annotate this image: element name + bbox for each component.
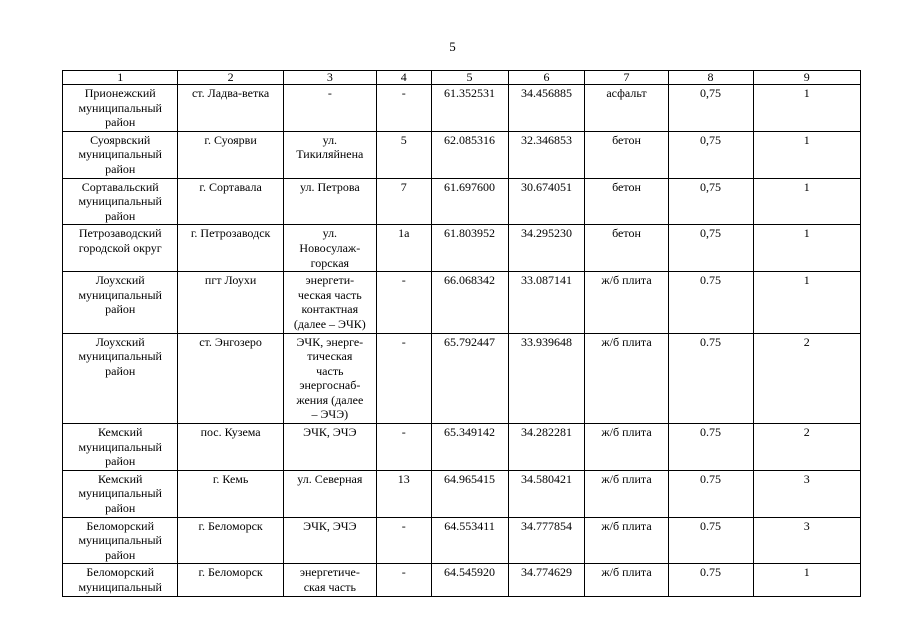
load-cell: 0.75 bbox=[668, 424, 753, 471]
surface-cell: ж/б плита bbox=[585, 333, 668, 424]
house-number-cell: - bbox=[376, 424, 431, 471]
column-header: 6 bbox=[508, 71, 585, 85]
table-row bbox=[63, 564, 861, 596]
column-header: 3 bbox=[283, 71, 376, 85]
longitude-cell: 34.580421 bbox=[508, 470, 585, 517]
table-header-row bbox=[63, 71, 861, 85]
table-row bbox=[63, 333, 861, 424]
latitude-cell: 61.697600 bbox=[431, 178, 508, 225]
table-row bbox=[63, 131, 861, 178]
longitude-cell: 33.087141 bbox=[508, 272, 585, 333]
load-cell: 0,75 bbox=[668, 225, 753, 272]
latitude-cell: 66.068342 bbox=[431, 272, 508, 333]
latitude-cell: 62.085316 bbox=[431, 131, 508, 178]
locality-cell: ст. Ладва-ветка bbox=[178, 85, 283, 132]
surface-cell: ж/б плита bbox=[585, 470, 668, 517]
longitude-cell: 33.939648 bbox=[508, 333, 585, 424]
house-number-cell: 1а bbox=[376, 225, 431, 272]
locality-cell: ст. Энгозеро bbox=[178, 333, 283, 424]
longitude-cell: 34.295230 bbox=[508, 225, 585, 272]
district-cell: Беломорский муниципальный bbox=[63, 564, 178, 596]
load-cell: 0,75 bbox=[668, 178, 753, 225]
column-header: 5 bbox=[431, 71, 508, 85]
latitude-cell: 65.792447 bbox=[431, 333, 508, 424]
column-header: 7 bbox=[585, 71, 668, 85]
latitude-cell: 61.352531 bbox=[431, 85, 508, 132]
district-cell: Сортавальский муниципальный район bbox=[63, 178, 178, 225]
district-cell: Суоярвский муниципальный район bbox=[63, 131, 178, 178]
count-cell: 1 bbox=[753, 564, 860, 596]
street-cell: ЭЧК, ЭЧЭ bbox=[283, 424, 376, 471]
district-cell: Кемский муниципальный район bbox=[63, 470, 178, 517]
load-cell: 0.75 bbox=[668, 470, 753, 517]
house-number-cell: - bbox=[376, 517, 431, 564]
house-number-cell: - bbox=[376, 85, 431, 132]
surface-cell: бетон bbox=[585, 131, 668, 178]
table-row bbox=[63, 85, 861, 132]
longitude-cell: 34.456885 bbox=[508, 85, 585, 132]
column-header: 9 bbox=[753, 71, 860, 85]
count-cell: 2 bbox=[753, 333, 860, 424]
count-cell: 3 bbox=[753, 470, 860, 517]
surface-cell: ж/б плита bbox=[585, 564, 668, 596]
street-cell: энергети- ческая часть контактная (далее – ЭЧК) bbox=[283, 272, 376, 333]
surface-cell: бетон bbox=[585, 225, 668, 272]
house-number-cell: - bbox=[376, 272, 431, 333]
surface-cell: ж/б плита bbox=[585, 424, 668, 471]
street-cell: ул. Тикиляйнена bbox=[283, 131, 376, 178]
table-row bbox=[63, 225, 861, 272]
longitude-cell: 34.282281 bbox=[508, 424, 585, 471]
table-row bbox=[63, 517, 861, 564]
load-cell: 0.75 bbox=[668, 564, 753, 596]
district-cell: Прионежский муниципальный район bbox=[63, 85, 178, 132]
count-cell: 1 bbox=[753, 131, 860, 178]
street-cell: ЭЧК, ЭЧЭ bbox=[283, 517, 376, 564]
latitude-cell: 64.545920 bbox=[431, 564, 508, 596]
count-cell: 1 bbox=[753, 85, 860, 132]
longitude-cell: 30.674051 bbox=[508, 178, 585, 225]
load-cell: 0,75 bbox=[668, 85, 753, 132]
house-number-cell: 7 bbox=[376, 178, 431, 225]
table-row bbox=[63, 272, 861, 333]
load-cell: 0.75 bbox=[668, 333, 753, 424]
count-cell: 2 bbox=[753, 424, 860, 471]
house-number-cell: - bbox=[376, 333, 431, 424]
locality-cell: пгт Лоухи bbox=[178, 272, 283, 333]
column-header: 4 bbox=[376, 71, 431, 85]
house-number-cell: 5 bbox=[376, 131, 431, 178]
locality-cell: г. Беломорск bbox=[178, 517, 283, 564]
load-cell: 0.75 bbox=[668, 272, 753, 333]
district-cell: Петрозаводский городской округ bbox=[63, 225, 178, 272]
locality-cell: г. Беломорск bbox=[178, 564, 283, 596]
longitude-cell: 34.774629 bbox=[508, 564, 585, 596]
street-cell: - bbox=[283, 85, 376, 132]
count-cell: 3 bbox=[753, 517, 860, 564]
house-number-cell: - bbox=[376, 564, 431, 596]
column-header: 2 bbox=[178, 71, 283, 85]
locality-cell: г. Суоярви bbox=[178, 131, 283, 178]
count-cell: 1 bbox=[753, 178, 860, 225]
street-cell: энергетиче- ская часть bbox=[283, 564, 376, 596]
surface-cell: асфальт bbox=[585, 85, 668, 132]
longitude-cell: 32.346853 bbox=[508, 131, 585, 178]
load-cell: 0,75 bbox=[668, 131, 753, 178]
street-cell: ЭЧК, энерге- тическая часть энергоснаб- жения (далее – ЭЧЭ) bbox=[283, 333, 376, 424]
locality-cell: г. Кемь bbox=[178, 470, 283, 517]
load-cell: 0.75 bbox=[668, 517, 753, 564]
street-cell: ул. Новосулаж- горская bbox=[283, 225, 376, 272]
street-cell: ул. Петрова bbox=[283, 178, 376, 225]
latitude-cell: 64.553411 bbox=[431, 517, 508, 564]
table-row bbox=[63, 178, 861, 225]
count-cell: 1 bbox=[753, 272, 860, 333]
latitude-cell: 64.965415 bbox=[431, 470, 508, 517]
district-cell: Лоухский муниципальный район bbox=[63, 333, 178, 424]
count-cell: 1 bbox=[753, 225, 860, 272]
column-header: 8 bbox=[668, 71, 753, 85]
data-table bbox=[62, 70, 861, 597]
table-row bbox=[63, 424, 861, 471]
district-cell: Лоухский муниципальный район bbox=[63, 272, 178, 333]
locality-cell: пос. Кузема bbox=[178, 424, 283, 471]
surface-cell: бетон bbox=[585, 178, 668, 225]
district-cell: Беломорский муниципальный район bbox=[63, 517, 178, 564]
latitude-cell: 65.349142 bbox=[431, 424, 508, 471]
locality-cell: г. Сортавала bbox=[178, 178, 283, 225]
page-number: 5 bbox=[449, 39, 456, 54]
locality-cell: г. Петрозаводск bbox=[178, 225, 283, 272]
latitude-cell: 61.803952 bbox=[431, 225, 508, 272]
column-header: 1 bbox=[63, 71, 178, 85]
surface-cell: ж/б плита bbox=[585, 272, 668, 333]
street-cell: ул. Северная bbox=[283, 470, 376, 517]
surface-cell: ж/б плита bbox=[585, 517, 668, 564]
house-number-cell: 13 bbox=[376, 470, 431, 517]
longitude-cell: 34.777854 bbox=[508, 517, 585, 564]
table-row bbox=[63, 470, 861, 517]
district-cell: Кемский муниципальный район bbox=[63, 424, 178, 471]
